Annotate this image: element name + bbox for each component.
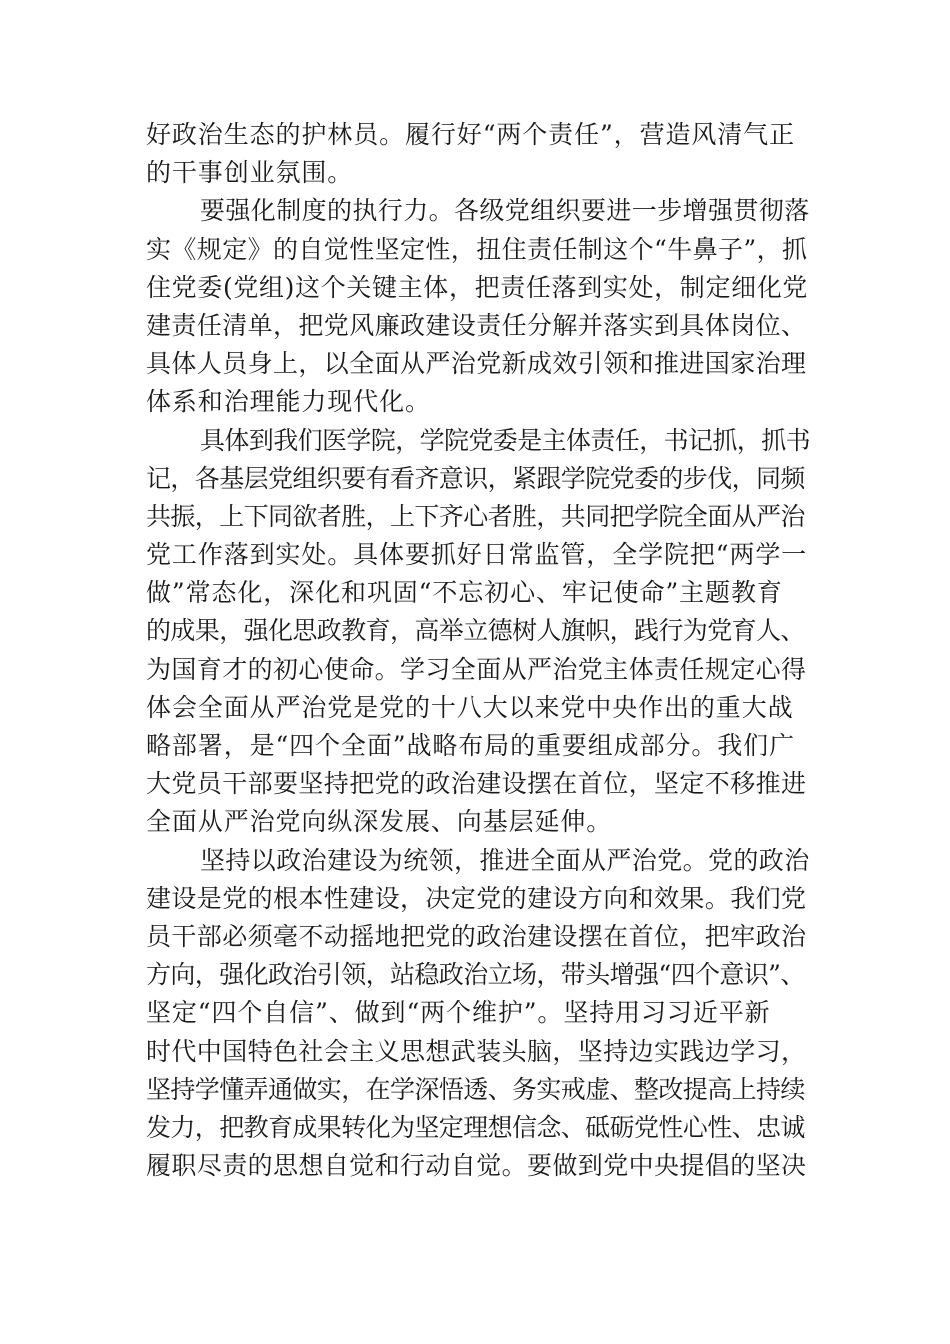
text-line: 员干部必须毫不动摇地把党的政治建设摆在首位，把牢政治 — [146, 921, 807, 951]
text-line: 体系和治理能力现代化。 — [146, 387, 431, 417]
text-line: 党工作落到实处。具体要抓好日常监管，全学院把“两学一 — [146, 540, 808, 570]
text-line: 全面从严治党向纵深发展、向基层延伸。 — [146, 807, 613, 837]
text-line: 履职尽责的思想自觉和行动自觉。要做到党中央提倡的坚决 — [146, 1151, 807, 1181]
text-line: 时代中国特色社会主义思想武装头脑，坚持边实践边学习， — [146, 1036, 807, 1066]
text-line: 实《规定》的自觉性坚定性，扭住责任制这个“牛鼻子”，抓 — [146, 234, 808, 264]
text-line: 好政治生态的护林员。履行好“两个责任”，营造风清气正 — [146, 120, 795, 149]
body-text — [146, 116, 810, 1185]
text-line: 方向，强化政治引领，站稳政治立场，带头增强“四个意识”、 — [146, 960, 805, 990]
text-line: 具体人员身上，以全面从严治党新成效引领和推进国家治理 — [146, 349, 807, 379]
text-line: 大党员干部要坚持把党的政治建设摆在首位，坚定不移推进 — [146, 769, 807, 799]
text-line: 住党委(党组)这个关键主体，把责任落到实处，制定细化党 — [146, 272, 809, 302]
text-line: 共振，上下同欲者胜，上下齐心者胜，共同把学院全面从严治 — [146, 501, 805, 531]
text-line: 的成果，强化思政教育，高举立德树人旗帜，践行为党育人、 — [146, 616, 805, 646]
text-line: 记，各基层党组织要有看齐意识，紧跟学院党委的步伐，同频 — [146, 463, 805, 493]
text-line: 坚持学懂弄通做实，在学深悟透、务实戒虚、整改提高上持续 — [146, 1074, 805, 1104]
text-line: 为国育才的初心使命。学习全面从严治党主体责任规定心得 — [146, 654, 807, 684]
text-line: 要强化制度的执行力。各级党组织要进一步增强贯彻落 — [200, 196, 810, 226]
text-line: 具体到我们医学院，学院党委是主体责任，书记抓，抓书 — [200, 425, 811, 455]
text-line: 略部署，是“四个全面”战略布局的重要组成部分。我们广 — [146, 731, 795, 760]
text-line: 建责任清单，把党风廉政建设责任分解并落实到具体岗位、 — [146, 310, 807, 340]
text-line: 坚持以政治建设为统领，推进全面从严治党。党的政治 — [200, 845, 810, 875]
text-line: 的干事创业氛围。 — [146, 158, 354, 188]
text-line: 体会全面从严治党是党的十八大以来党中央作出的重大战 — [146, 692, 794, 722]
text-line: 做”常态化，深化和巩固“不忘初心、牢记使命”主题教育 — [146, 578, 783, 608]
text-line: 发力，把教育成果转化为坚定理想信念、砥砺党性心性、忠诚 — [146, 1112, 805, 1142]
text-line: 建设是党的根本性建设，决定党的建设方向和效果。我们党 — [146, 883, 807, 913]
text-line: 坚定“四个自信”、做到“两个维护”。坚持用习习近平新 — [146, 998, 771, 1028]
